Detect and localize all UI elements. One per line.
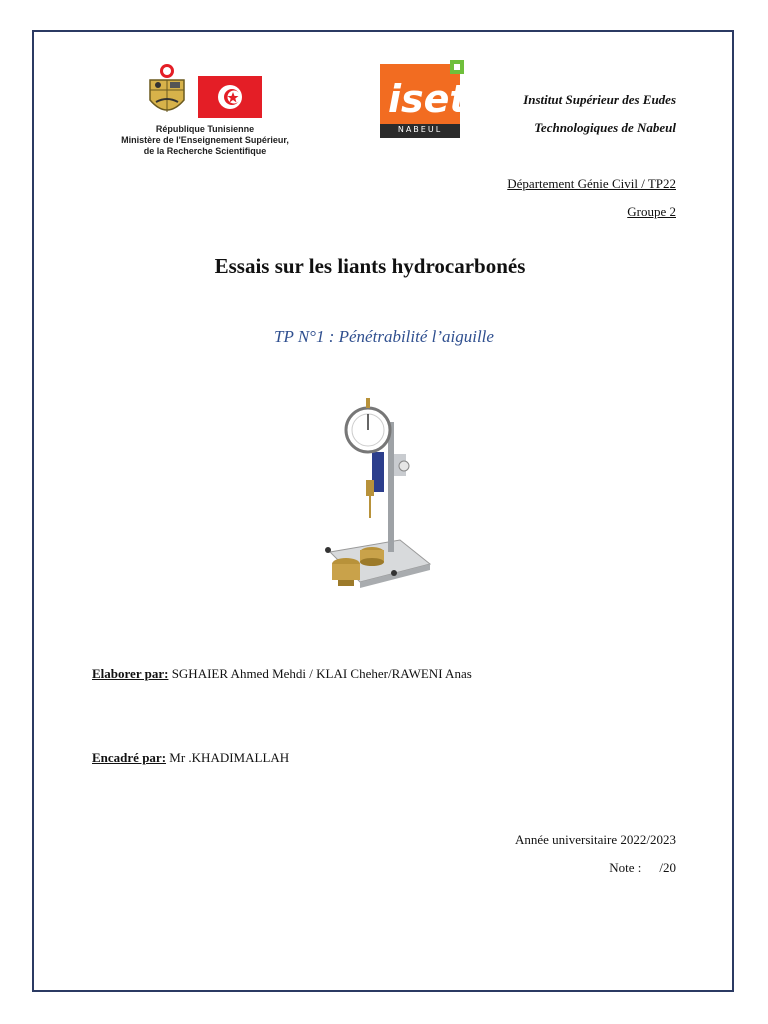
grade-line xyxy=(609,860,676,876)
institute-line-2: Technologiques de Nabeul xyxy=(534,120,676,135)
document-subtitle: TP N°1 : Pénétrabilité l’aiguille xyxy=(274,327,494,346)
department-label: Département Génie Civil / TP22 xyxy=(507,176,676,191)
ministry-line-1: République Tunisienne xyxy=(155,124,255,134)
authors-value: SGHAIER Ahmed Mehdi / KLAI Cheher/RAWENI Anas xyxy=(168,666,472,681)
ministry-caption xyxy=(110,124,300,157)
institute-line-1: Institut Supérieur des Eudes xyxy=(523,92,676,107)
grade-label: Note : xyxy=(609,860,642,875)
authors-line xyxy=(92,666,472,682)
document-title: Essais sur les liants hydrocarbonés xyxy=(214,254,526,278)
svg-text:iset: iset xyxy=(388,77,464,121)
authors-label: Elaborer par: xyxy=(92,666,169,681)
academic-year: Année universitaire 2022/2023 xyxy=(514,832,676,847)
department-block xyxy=(507,170,676,226)
penetrometer-image xyxy=(320,392,440,602)
iset-logo-caption: NABEUL xyxy=(397,125,443,134)
supervisor-line xyxy=(92,750,289,766)
ministry-line-3: de la Recherche Scientifique xyxy=(143,146,267,156)
iset-logo xyxy=(380,60,464,140)
ministry-line-2: Ministère de l'Enseignement Supérieur, xyxy=(121,135,289,145)
grade-value: /20 xyxy=(659,860,676,875)
coat-of-arms-logo xyxy=(146,62,188,120)
group-label: Groupe 2 xyxy=(627,204,676,219)
institute-name xyxy=(523,86,676,142)
supervisor-label: Encadré par: xyxy=(92,750,167,765)
supervisor-value: Mr .KHADIMALLAH xyxy=(166,750,290,765)
tunisian-flag-icon xyxy=(198,76,262,118)
